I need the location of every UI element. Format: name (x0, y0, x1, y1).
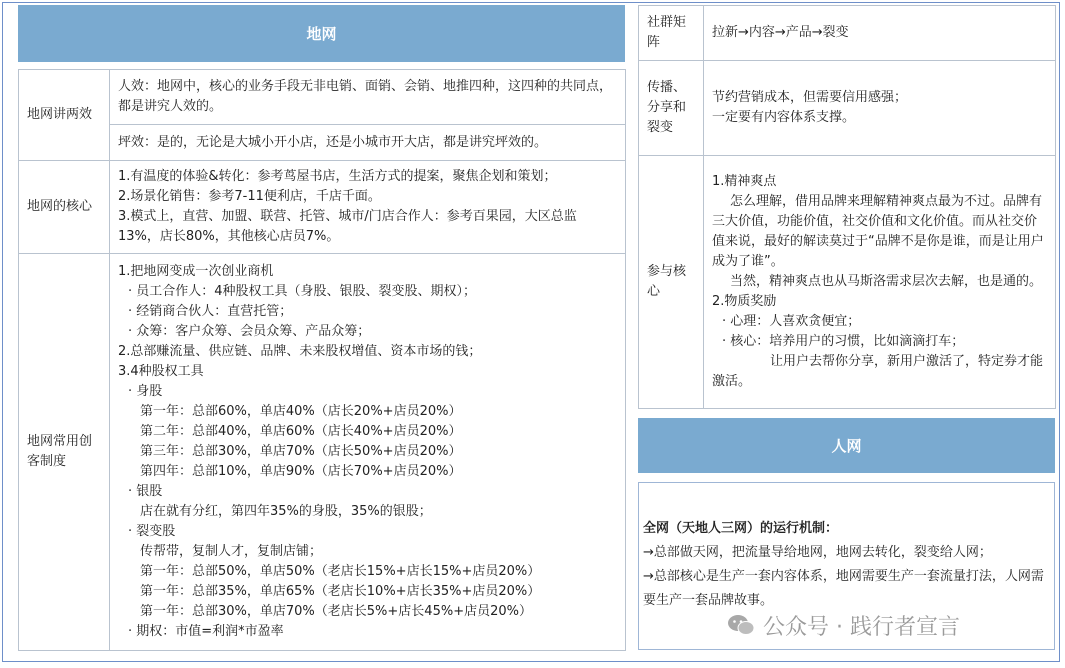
row-label-participation: 参与核心 (639, 156, 704, 409)
row-label-two-effects: 地网讲两效 (19, 70, 110, 161)
mechanism-line: →总部核心是生产一套内容体系，地网需要生产一套流量打法，人网需要生产一套品牌故事。 (643, 569, 1044, 608)
cell-pingxiao: 坪效：是的，无论是大城小开小店，还是小城市开大店，都是讲究坪效的。 (110, 125, 626, 161)
section-header-renwang: 人网 (638, 418, 1055, 473)
row-label-maker-system: 地网常用创客制度 (19, 254, 110, 651)
renwang-table (638, 5, 1056, 409)
row-label-spread: 传播、分享和裂变 (639, 61, 704, 156)
row-label-community: 社群矩阵 (639, 6, 704, 61)
mechanism-title: 全网（天地人三网）的运行机制： (643, 521, 839, 536)
mechanism-line: →总部做天网，把流量导给地网，地网去转化，裂变给人网； (643, 545, 992, 560)
row-label-core: 地网的核心 (19, 161, 110, 254)
watermark (727, 610, 960, 640)
cell-maker-system: 1.把地网变成一次创业商机 · 员工合作人：4种股权工具（身股、银股、裂变股、期权）； · 经销商合伙人：直营托管； · 众筹：客户众筹、会员众筹、产品众筹； 2.总部赚流量、供应链、品牌、未来股权增值、资本市场的钱； 3.4种股权工具 · 身股 第一年：总部60%，单店40%（店长20%+店员20%） 第二年：总部40%，单店60%（店长40%+店员20%） 第三年：总部30%，单店70%（店长50%+店员20%） 第四年：总部10%，单店90%（店长70%+店员20%） · 银股 店在就有分红，第四年35%的身股，35%的银股； · 裂变股 传帮带，复制人才，复制店铺； 第一年：总部50%，单店50%（老店长15%+店长15%+店员20%） 第一年：总部35%，单店65%（老店长10%+店长35%+店员20%） 第一年：总部30%，单店70%（老店长5%+店长45%+店员20%） · 期权：市值=利润*市盈率 (110, 254, 626, 651)
wechat-icon (727, 613, 755, 637)
cell-participation: 1.精神爽点 怎么理解，借用品牌来理解精神爽点最为不过。品牌有三大价值，功能价值，社交价值和文化价值。而从社交价值来说，最好的解读莫过于“品牌不是你是谁，而是让用户成为了谁”。 当然，精神爽点也从马斯洛需求层次去解，也是通的。 2.物质奖励 · 心理：人喜欢贪便宜； · 核心：培养用户的习惯，比如滴滴打车； 让用户去帮你分享，新用户激活了，特定券才能激活。 (704, 156, 1056, 409)
cell-renxiao: 人效：地网中，核心的业务手段无非电销、面销、会销、地推四种，这四种的共同点，都是讲究人效的。 (110, 70, 626, 125)
section-header-diwang: 地网 (18, 5, 625, 62)
watermark-text: 公众号 · 践行者宣言 (763, 614, 960, 640)
diwang-table (18, 69, 626, 651)
cell-spread: 节约营销成本，但需要信用感强； 一定要有内容体系支撑。 (704, 61, 1056, 156)
cell-community: 拉新→内容→产品→裂变 (704, 6, 1056, 61)
cell-core: 1.有温度的体验&转化：参考茑屋书店，生活方式的提案，聚焦企划和策划； 2.场景化销售：参考7-11便利店，千店千面。 3.模式上，直营、加盟、联营、托管、城市/门店合作人：参考百果园，大区总监13%，店长80%，其他核心店员7%。 (110, 161, 626, 254)
